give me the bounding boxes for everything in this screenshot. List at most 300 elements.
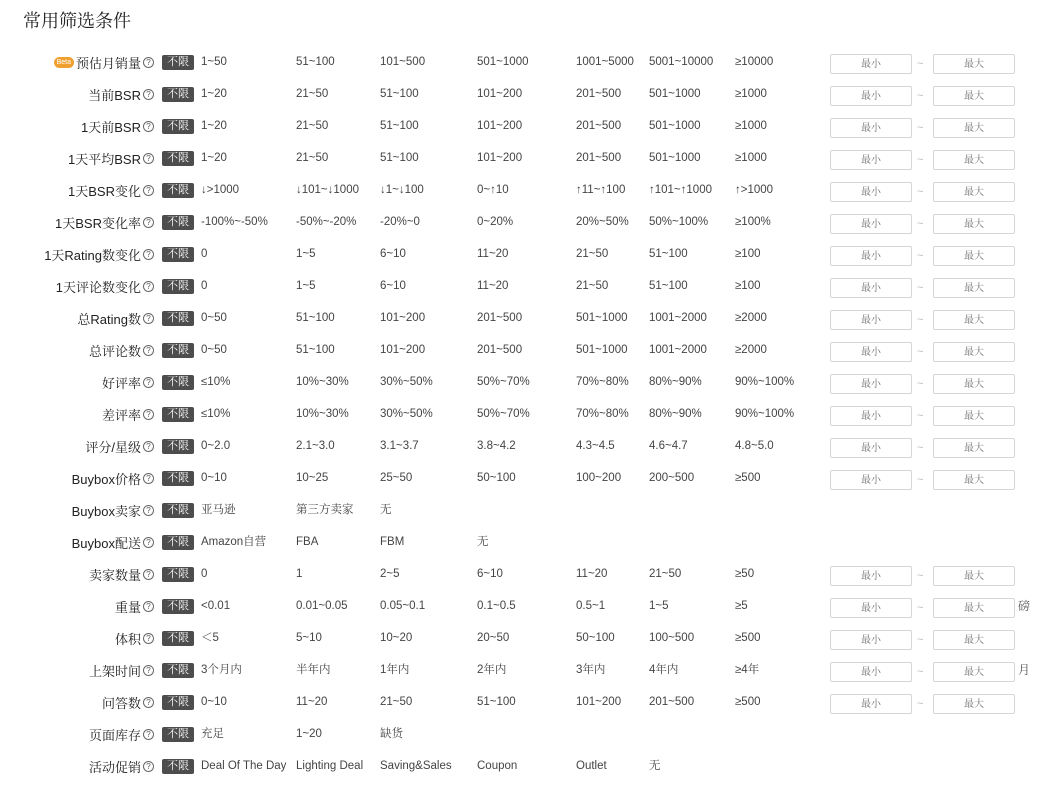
range-min-input[interactable] [830, 470, 912, 490]
range-separator: ~ [917, 570, 924, 582]
filter-option[interactable]: Saving&Sales [380, 760, 452, 772]
unlimited-option[interactable]: 不限 [162, 695, 194, 710]
beta-badge: Beta [54, 57, 74, 68]
filter-option[interactable]: 201~500 [576, 120, 622, 132]
help-icon[interactable]: ? [143, 537, 154, 548]
range-max-input[interactable] [933, 662, 1015, 682]
filter-label-group [88, 78, 154, 110]
filter-label-group [89, 558, 154, 590]
range-max-input[interactable] [933, 182, 1015, 202]
filter-label-group [89, 718, 154, 750]
filter-option[interactable]: 2年内 [477, 664, 507, 676]
unlimited-option[interactable]: 不限 [162, 503, 194, 518]
unlimited-option[interactable]: 不限 [162, 471, 194, 486]
filter-option[interactable]: 20%~50% [576, 216, 629, 228]
filter-option[interactable]: 21~50 [380, 696, 413, 708]
filter-label: 差评率 [101, 407, 141, 423]
filter-option[interactable]: 10%~30% [296, 408, 349, 420]
filter-option[interactable]: ≥100 [735, 280, 761, 292]
filter-option[interactable]: ≥500 [735, 696, 761, 708]
filter-option[interactable]: 201~500 [649, 696, 695, 708]
help-icon[interactable]: ? [143, 601, 154, 612]
filter-option[interactable]: 101~200 [477, 88, 523, 100]
unlimited-option[interactable]: 不限 [162, 215, 194, 230]
filter-option[interactable]: 51~100 [380, 120, 419, 132]
filter-label: 总评论数 [88, 343, 141, 359]
filter-option[interactable]: 1~20 [296, 728, 322, 740]
filter-row [0, 398, 1038, 430]
filter-option[interactable]: 11~20 [477, 248, 509, 260]
filter-option[interactable]: ↑101~↑1000 [649, 184, 712, 196]
help-icon[interactable]: ? [143, 569, 154, 580]
filter-label: 页面库存 [88, 727, 141, 743]
help-icon[interactable]: ? [143, 409, 154, 420]
unlimited-option[interactable]: 不限 [162, 663, 194, 678]
range-max-input[interactable] [933, 374, 1015, 394]
filter-option[interactable]: ≥500 [735, 472, 761, 484]
filter-option[interactable]: 501~1000 [649, 88, 701, 100]
unlimited-option[interactable]: 不限 [162, 631, 194, 646]
filter-label: 好评率 [101, 375, 141, 391]
filter-option[interactable]: 21~50 [576, 248, 609, 260]
range-min-input[interactable] [830, 54, 912, 74]
unlimited-option[interactable]: 不限 [162, 375, 194, 390]
filter-label-group [89, 334, 154, 366]
filter-option[interactable]: 0~20% [477, 216, 514, 228]
filter-label-group [56, 270, 154, 302]
filter-option[interactable]: 4年内 [649, 664, 679, 676]
range-separator: ~ [917, 314, 924, 326]
range-separator: ~ [917, 154, 924, 166]
filter-option[interactable]: -20%~0 [380, 216, 420, 228]
filter-option[interactable]: ≥500 [735, 632, 761, 644]
range-max-input[interactable] [933, 118, 1015, 138]
filter-option[interactable]: 90%~100% [735, 408, 795, 420]
filter-row [0, 206, 1038, 238]
filter-option[interactable]: 10~25 [296, 472, 329, 484]
range-min-input[interactable] [830, 406, 912, 426]
filter-option[interactable]: ≥10000 [735, 56, 774, 68]
filter-option[interactable]: 501~1000 [649, 120, 701, 132]
filter-row [0, 430, 1038, 462]
filter-option[interactable]: Deal Of The Day [201, 760, 287, 772]
filter-option[interactable]: 11~20 [576, 568, 608, 580]
help-icon[interactable]: ? [143, 345, 154, 356]
range-min-input[interactable] [830, 310, 912, 330]
help-icon[interactable]: ? [143, 249, 154, 260]
unlimited-option[interactable]: 不限 [162, 183, 194, 198]
filter-row [0, 462, 1038, 494]
filter-option[interactable]: 80%~90% [649, 408, 702, 420]
filter-option[interactable]: 1~20 [201, 88, 227, 100]
filter-option[interactable]: ≥2000 [735, 344, 767, 356]
range-max-input[interactable] [933, 342, 1015, 362]
filter-option[interactable]: FBM [380, 536, 405, 548]
help-icon[interactable]: ? [143, 697, 154, 708]
filter-option[interactable]: 1~5 [296, 248, 316, 260]
unit-label: 磅 [1018, 599, 1031, 613]
filter-option[interactable]: 51~100 [380, 152, 419, 164]
filter-option[interactable]: 201~500 [477, 312, 523, 324]
filter-option[interactable]: 1年内 [380, 664, 410, 676]
filter-option[interactable]: 101~200 [380, 344, 426, 356]
filter-option[interactable]: 11~20 [477, 280, 509, 292]
range-max-input[interactable] [933, 86, 1015, 106]
filter-option[interactable]: 101~200 [477, 152, 523, 164]
filter-option[interactable]: ↑11~↑100 [576, 184, 626, 196]
filter-label: 1天平均BSR [68, 151, 141, 167]
range-min-input[interactable] [830, 214, 912, 234]
unlimited-option[interactable]: 不限 [162, 247, 194, 262]
range-separator: ~ [917, 602, 924, 614]
filter-label: 上架时间 [88, 663, 141, 679]
filter-option[interactable]: 1001~5000 [576, 56, 634, 68]
filter-option[interactable]: 无 [649, 760, 661, 772]
filter-label-group [55, 206, 154, 238]
range-min-input[interactable] [830, 374, 912, 394]
filter-option[interactable]: 501~1000 [477, 56, 529, 68]
filter-option[interactable]: 4.3~4.5 [576, 440, 615, 452]
unlimited-option[interactable]: 不限 [162, 343, 194, 358]
help-icon[interactable]: ? [143, 57, 154, 68]
range-separator: ~ [917, 250, 924, 262]
range-min-input[interactable] [830, 598, 912, 618]
filter-option[interactable]: 101~200 [380, 312, 426, 324]
filter-label: 1天前BSR [81, 119, 141, 135]
help-icon[interactable]: ? [143, 633, 154, 644]
filter-option[interactable]: 0~10 [201, 472, 227, 484]
filter-option[interactable]: FBA [296, 536, 319, 548]
unlimited-option[interactable]: 不限 [162, 759, 194, 774]
range-separator: ~ [917, 634, 924, 646]
filter-option[interactable]: 50~100 [576, 632, 615, 644]
filter-option[interactable]: 20~50 [477, 632, 510, 644]
help-icon[interactable]: ? [143, 377, 154, 388]
filter-option[interactable]: 0.01~0.05 [296, 600, 348, 612]
help-icon[interactable]: ? [143, 729, 154, 740]
filter-label-group [81, 110, 154, 142]
range-max-input[interactable] [933, 54, 1015, 74]
filter-row [0, 174, 1038, 206]
filter-option[interactable]: 6~10 [380, 248, 406, 260]
filter-option[interactable]: 1 [296, 568, 303, 580]
filter-label-group [85, 430, 154, 462]
filter-option[interactable]: 1001~2000 [649, 344, 707, 356]
range-max-input[interactable] [933, 310, 1015, 330]
filter-option[interactable]: 501~1000 [649, 152, 701, 164]
filter-label: Buybox卖家 [71, 503, 141, 519]
filter-option[interactable]: -100%~-50% [201, 216, 268, 228]
filter-option[interactable]: 201~500 [576, 88, 622, 100]
filter-option[interactable]: 6~10 [477, 568, 503, 580]
filter-label-group [102, 398, 154, 430]
filter-row [0, 142, 1038, 174]
range-max-input[interactable] [933, 246, 1015, 266]
filter-option[interactable]: 101~200 [477, 120, 523, 132]
filter-row [0, 526, 1038, 558]
filter-label-group [72, 494, 154, 526]
filter-label-group [102, 366, 154, 398]
help-icon[interactable]: ? [143, 185, 154, 196]
range-separator: ~ [917, 474, 924, 486]
unlimited-option[interactable]: 不限 [162, 439, 194, 454]
range-min-input[interactable] [830, 342, 912, 362]
range-min-input[interactable] [830, 566, 912, 586]
help-icon[interactable]: ? [143, 473, 154, 484]
filter-row [0, 46, 1038, 78]
range-max-input[interactable] [933, 630, 1015, 650]
filter-option[interactable]: 无 [477, 536, 489, 548]
filter-option[interactable]: 80%~90% [649, 376, 702, 388]
unlimited-option[interactable]: 不限 [162, 535, 194, 550]
filter-option[interactable]: 51~100 [649, 248, 688, 260]
filter-row [0, 590, 1038, 622]
filter-option[interactable]: 11~20 [296, 696, 328, 708]
range-min-input[interactable] [830, 278, 912, 298]
filter-label: 1天Rating数变化 [44, 247, 141, 263]
filter-label-group [68, 142, 154, 174]
range-min-input[interactable] [830, 694, 912, 714]
filter-option[interactable]: 0.1~0.5 [477, 600, 516, 612]
range-separator: ~ [917, 122, 924, 134]
filter-option[interactable]: 100~500 [649, 632, 695, 644]
range-min-input[interactable] [830, 182, 912, 202]
filter-option[interactable]: ≥1000 [735, 120, 767, 132]
filter-option[interactable]: ≥2000 [735, 312, 767, 324]
filter-option[interactable]: 0 [201, 568, 208, 580]
filter-row [0, 334, 1038, 366]
filter-option[interactable]: 1~50 [201, 56, 227, 68]
filter-option[interactable]: 51~100 [296, 312, 335, 324]
filter-option[interactable]: 201~500 [477, 344, 523, 356]
filter-option[interactable]: 6~10 [380, 280, 406, 292]
filter-option[interactable]: <0.01 [201, 600, 231, 612]
help-icon[interactable]: ? [143, 313, 154, 324]
help-icon[interactable]: ? [143, 217, 154, 228]
range-max-input[interactable] [933, 278, 1015, 298]
filter-label: 1天评论数变化 [55, 279, 141, 295]
filter-option[interactable]: ≥1000 [735, 88, 767, 100]
filter-option[interactable]: 1~5 [649, 600, 669, 612]
filter-option[interactable]: 5001~10000 [649, 56, 714, 68]
filter-row [0, 302, 1038, 334]
filter-option[interactable]: 亚马逊 [201, 504, 236, 516]
filter-label-group [89, 654, 154, 686]
filter-option[interactable]: 0 [201, 248, 208, 260]
filter-option[interactable]: 1~5 [296, 280, 316, 292]
filter-option[interactable]: 10~20 [380, 632, 413, 644]
filter-option[interactable]: ≤10% [201, 376, 231, 388]
range-max-input[interactable] [933, 406, 1015, 426]
filter-option[interactable]: 0~10 [201, 696, 227, 708]
unlimited-option[interactable]: 不限 [162, 311, 194, 326]
filter-option[interactable]: 3.8~4.2 [477, 440, 516, 452]
filter-option[interactable]: ≥100 [735, 248, 761, 260]
filter-option[interactable]: 51~100 [296, 56, 335, 68]
filter-option[interactable]: ≥5 [735, 600, 748, 612]
filter-row [0, 654, 1038, 686]
range-min-input[interactable] [830, 630, 912, 650]
range-min-input[interactable] [830, 662, 912, 682]
filter-option[interactable]: 21~50 [296, 120, 329, 132]
range-min-input[interactable] [830, 150, 912, 170]
filter-label: 当前BSR [88, 87, 141, 103]
filter-option[interactable]: 半年内 [296, 664, 331, 676]
filter-option[interactable]: 501~1000 [576, 312, 628, 324]
help-icon[interactable]: ? [143, 665, 154, 676]
filter-label-group [89, 750, 154, 782]
filter-option[interactable]: ≥1000 [735, 152, 767, 164]
filter-option[interactable]: 100~200 [576, 472, 622, 484]
filter-option[interactable]: 3个月内 [201, 664, 242, 676]
filter-option[interactable]: 21~50 [296, 88, 329, 100]
filter-option[interactable]: 201~500 [576, 152, 622, 164]
help-icon[interactable]: ? [143, 281, 154, 292]
filter-label-group [72, 526, 154, 558]
help-icon[interactable]: ? [143, 153, 154, 164]
help-icon[interactable]: ? [143, 121, 154, 132]
filter-label-group [44, 238, 154, 270]
filter-option[interactable]: 25~50 [380, 472, 413, 484]
filter-option[interactable]: 4.6~4.7 [649, 440, 688, 452]
filter-option[interactable]: 21~50 [649, 568, 682, 580]
unlimited-option[interactable]: 不限 [162, 279, 194, 294]
filter-option[interactable]: 0 [201, 280, 208, 292]
filter-option[interactable]: 0.05~0.1 [380, 600, 426, 612]
filter-option[interactable]: ↓1~↓100 [380, 184, 424, 196]
filter-option[interactable]: 2~5 [380, 568, 400, 580]
filter-option[interactable]: Amazon自营 [201, 536, 267, 548]
filter-option[interactable]: ≥4年 [735, 664, 760, 676]
range-max-input[interactable] [933, 470, 1015, 490]
filter-option[interactable]: 51~100 [477, 696, 516, 708]
unlimited-option[interactable]: 不限 [162, 119, 194, 134]
filter-option[interactable]: ↓>1000 [201, 184, 240, 196]
range-separator: ~ [917, 218, 924, 230]
filter-option[interactable]: 5~10 [296, 632, 322, 644]
filter-option[interactable]: ≥100% [735, 216, 771, 228]
filter-option[interactable]: 无 [380, 504, 392, 516]
filter-row [0, 366, 1038, 398]
filter-label: 1天BSR变化 [68, 183, 141, 199]
filter-option[interactable]: Lighting Deal [296, 760, 364, 772]
filter-option[interactable]: 50%~70% [477, 408, 530, 420]
filter-option[interactable]: 30%~50% [380, 376, 433, 388]
range-max-input[interactable] [933, 566, 1015, 586]
filter-option[interactable]: 50%~100% [649, 216, 709, 228]
filter-option[interactable]: 30%~50% [380, 408, 433, 420]
filter-option[interactable]: 50~100 [477, 472, 516, 484]
filter-option[interactable]: 10%~30% [296, 376, 349, 388]
range-separator: ~ [917, 410, 924, 422]
filter-label: Buybox价格 [71, 471, 141, 487]
filter-option[interactable]: 充足 [201, 728, 224, 740]
help-icon[interactable]: ? [143, 761, 154, 772]
filter-label-group [115, 590, 154, 622]
range-max-input[interactable] [933, 598, 1015, 618]
filter-label-group [72, 462, 154, 494]
filter-option[interactable]: ↓101~↓1000 [296, 184, 359, 196]
filter-option[interactable]: 70%~80% [576, 376, 629, 388]
filter-label: 重量 [114, 599, 141, 615]
range-max-input[interactable] [933, 438, 1015, 458]
range-max-input[interactable] [933, 214, 1015, 234]
filter-option[interactable]: 50%~70% [477, 376, 530, 388]
filter-option[interactable]: 51~100 [649, 280, 688, 292]
filter-option[interactable]: 200~500 [649, 472, 695, 484]
filter-option[interactable]: 0~50 [201, 312, 227, 324]
range-min-input[interactable] [830, 86, 912, 106]
filter-option[interactable]: 51~100 [380, 88, 419, 100]
filter-option[interactable]: 21~50 [296, 152, 329, 164]
filter-option[interactable]: 70%~80% [576, 408, 629, 420]
filter-option[interactable]: 21~50 [576, 280, 609, 292]
filter-option[interactable]: 3年内 [576, 664, 606, 676]
filter-option[interactable]: ↑>1000 [735, 184, 774, 196]
range-max-input[interactable] [933, 150, 1015, 170]
filter-option[interactable]: 2.1~3.0 [296, 440, 335, 452]
filter-option[interactable]: 90%~100% [735, 376, 795, 388]
filter-option[interactable]: 0~2.0 [201, 440, 231, 452]
filter-option[interactable]: 3.1~3.7 [380, 440, 419, 452]
filter-option[interactable]: 501~1000 [576, 344, 628, 356]
unlimited-option[interactable]: 不限 [162, 407, 194, 422]
filter-option[interactable]: -50%~-20% [296, 216, 357, 228]
help-icon[interactable]: ? [143, 89, 154, 100]
filter-option[interactable]: 51~100 [296, 344, 335, 356]
range-min-input[interactable] [830, 246, 912, 266]
filter-option[interactable]: Outlet [576, 760, 607, 772]
filter-option[interactable]: ≤10% [201, 408, 231, 420]
filter-row [0, 622, 1038, 654]
filter-option[interactable]: Coupon [477, 760, 518, 772]
range-separator: ~ [917, 58, 924, 70]
range-max-input[interactable] [933, 694, 1015, 714]
filter-option[interactable]: 第三方卖家 [296, 504, 354, 516]
filter-option[interactable]: 1001~2000 [649, 312, 707, 324]
filter-option[interactable]: ≥50 [735, 568, 755, 580]
filter-option[interactable]: ＜5 [201, 632, 219, 644]
filter-option[interactable]: 0~50 [201, 344, 227, 356]
page-title: 常用筛选条件 [23, 11, 131, 31]
unlimited-option[interactable]: 不限 [162, 599, 194, 614]
filter-label: 活动促销 [88, 759, 141, 775]
range-separator: ~ [917, 90, 924, 102]
filter-option[interactable]: 4.8~5.0 [735, 440, 774, 452]
filter-label: 体积 [114, 631, 141, 647]
range-separator: ~ [917, 698, 924, 710]
range-min-input[interactable] [830, 438, 912, 458]
unlimited-option[interactable]: 不限 [162, 151, 194, 166]
help-icon[interactable]: ? [143, 441, 154, 452]
filter-option[interactable]: 0~↑10 [477, 184, 509, 196]
filter-row [0, 494, 1038, 526]
filter-option[interactable]: 1~20 [201, 120, 227, 132]
filter-option[interactable]: 1~20 [201, 152, 227, 164]
filter-option[interactable]: 缺货 [380, 728, 403, 740]
help-icon[interactable]: ? [143, 505, 154, 516]
filter-label-group [68, 174, 154, 206]
filter-option[interactable]: 0.5~1 [576, 600, 606, 612]
filter-row [0, 238, 1038, 270]
unlimited-option[interactable]: 不限 [162, 87, 194, 102]
filter-option[interactable]: 101~200 [576, 696, 622, 708]
unlimited-option[interactable]: 不限 [162, 727, 194, 742]
range-min-input[interactable] [830, 118, 912, 138]
filter-option[interactable]: 101~500 [380, 56, 426, 68]
unlimited-option[interactable]: 不限 [162, 567, 194, 582]
unlimited-option[interactable]: 不限 [162, 55, 194, 70]
